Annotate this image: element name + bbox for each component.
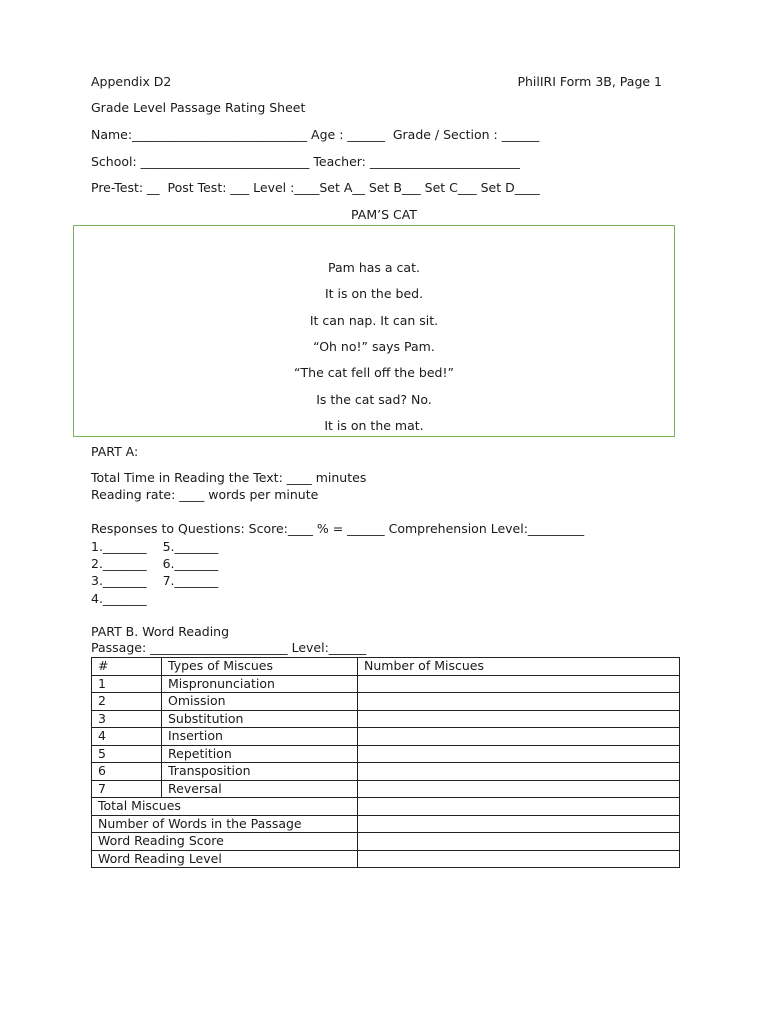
row-number: 1 — [92, 675, 162, 693]
miscue-type: Insertion — [162, 728, 358, 746]
appendix-label: Appendix D2 — [91, 74, 172, 89]
miscue-count-cell[interactable] — [358, 710, 680, 728]
responses-line: Responses to Questions: Score:____ % = ______ Comprehension Level:_________ — [91, 521, 585, 536]
part-b-heading: PART B. Word Reading — [91, 624, 230, 639]
summary-value-cell[interactable] — [358, 798, 680, 816]
miscues-table — [91, 657, 680, 868]
miscue-type: Transposition — [162, 763, 358, 781]
passage-line: “Oh no!” says Pam. — [313, 339, 435, 354]
summary-label: Number of Words in the Passage — [92, 815, 358, 833]
row-number: 4 — [92, 728, 162, 746]
passage-line: “The cat fell off the bed!” — [294, 365, 454, 380]
table-row — [92, 763, 680, 781]
table-row — [92, 780, 680, 798]
miscue-count-cell[interactable] — [358, 728, 680, 746]
passage-line: It is on the bed. — [324, 286, 424, 301]
summary-label: Word Reading Level — [92, 850, 358, 868]
table-row — [92, 693, 680, 711]
table-header-row — [92, 658, 680, 676]
column-header: Number of Miscues — [358, 658, 680, 676]
sheet-title: Grade Level Passage Rating Sheet — [91, 100, 306, 115]
miscue-type: Reversal — [162, 780, 358, 798]
summary-row — [92, 850, 680, 868]
table-row — [92, 745, 680, 763]
name-age-grade-line: Name:____________________________ Age : ______ Grade / Section : ______ — [91, 127, 540, 142]
reading-time-line: Total Time in Reading the Text: ____ minutes — [91, 470, 367, 485]
miscue-type: Omission — [162, 693, 358, 711]
summary-value-cell[interactable] — [358, 833, 680, 851]
summary-row — [92, 833, 680, 851]
table-row — [92, 728, 680, 746]
summary-row — [92, 815, 680, 833]
miscue-type: Repetition — [162, 745, 358, 763]
answer-line: 1._______ 5._______ — [91, 539, 219, 554]
miscue-count-cell[interactable] — [358, 763, 680, 781]
form-label: PhilIRI Form 3B, Page 1 — [517, 74, 662, 89]
summary-row — [92, 798, 680, 816]
miscue-type: Mispronunciation — [162, 675, 358, 693]
row-number: 3 — [92, 710, 162, 728]
row-number: 5 — [92, 745, 162, 763]
answer-line: 4._______ — [91, 591, 147, 606]
passage-line: Is the cat sad? No. — [316, 392, 432, 407]
test-level-set-line: Pre-Test: __ Post Test: ___ Level :____Set A__ Set B___ Set C___ Set D____ — [91, 180, 540, 195]
row-number: 7 — [92, 780, 162, 798]
miscue-count-cell[interactable] — [358, 780, 680, 798]
summary-value-cell[interactable] — [358, 850, 680, 868]
miscue-type: Substitution — [162, 710, 358, 728]
row-number: 2 — [92, 693, 162, 711]
passage-title: PAM’S CAT — [351, 207, 417, 222]
passage-line: It is on the mat. — [324, 418, 424, 433]
passage-box — [73, 225, 675, 437]
passage-line: It can nap. It can sit. — [309, 313, 439, 328]
answer-line: 2._______ 6._______ — [91, 556, 219, 571]
summary-label: Word Reading Score — [92, 833, 358, 851]
passage-line: Pam has a cat. — [328, 260, 420, 275]
reading-rate-line: Reading rate: ____ words per minute — [91, 487, 319, 502]
miscue-count-cell[interactable] — [358, 693, 680, 711]
row-number: 6 — [92, 763, 162, 781]
table-row — [92, 710, 680, 728]
part-a-heading: PART A: — [91, 444, 139, 459]
school-teacher-line: School: ___________________________ Teacher: ________________________ — [91, 154, 520, 169]
column-header: Types of Miscues — [162, 658, 358, 676]
summary-label: Total Miscues — [92, 798, 358, 816]
column-header: # — [92, 658, 162, 676]
answer-line: 3._______ 7._______ — [91, 573, 219, 588]
miscue-count-cell[interactable] — [358, 675, 680, 693]
summary-value-cell[interactable] — [358, 815, 680, 833]
passage-level-line: Passage: ______________________ Level:______ — [91, 640, 367, 655]
table-row — [92, 675, 680, 693]
miscue-count-cell[interactable] — [358, 745, 680, 763]
